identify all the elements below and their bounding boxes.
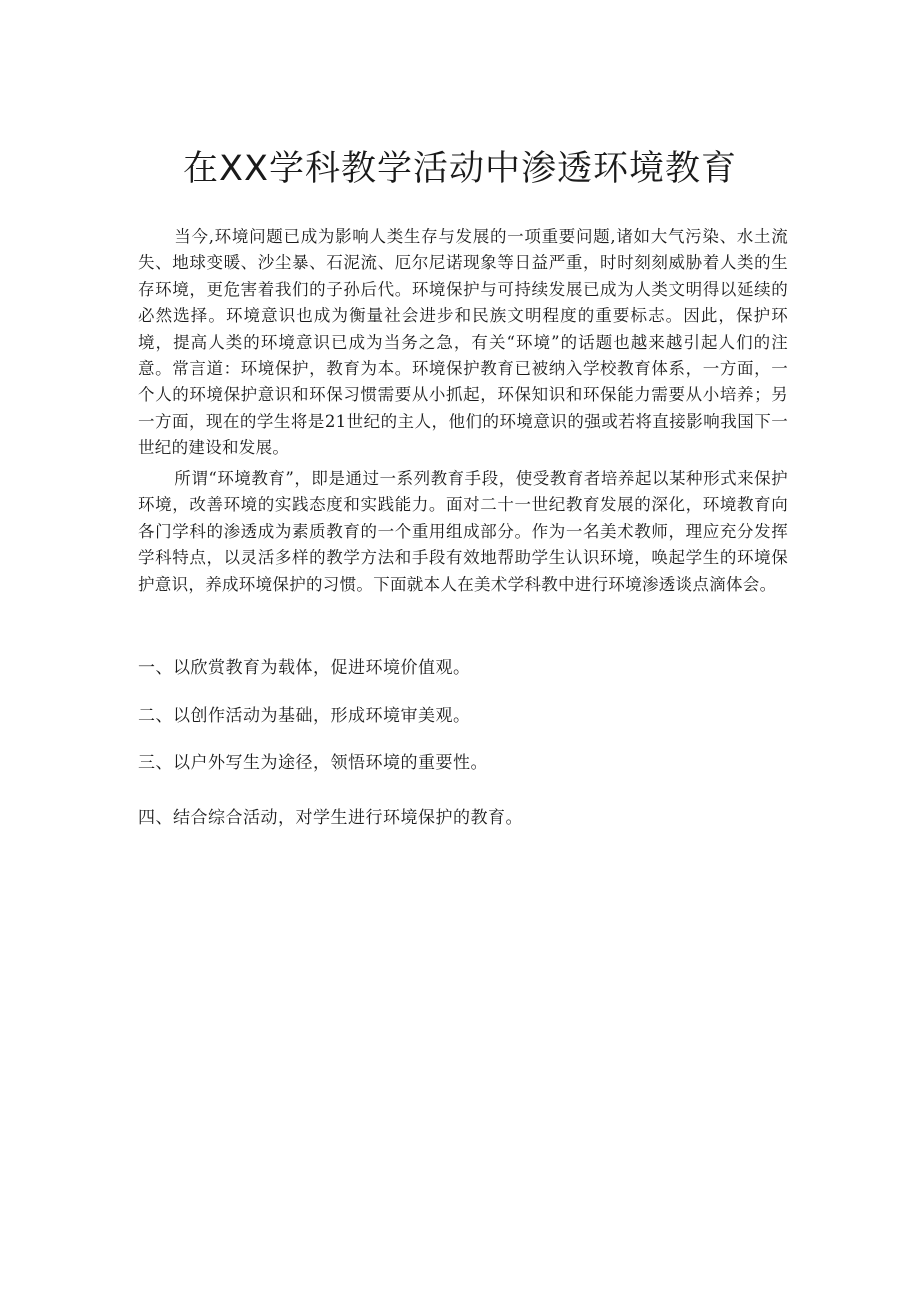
section-heading-4: 四、结合综合活动，对学生进行环境保护的教育。 xyxy=(138,808,523,828)
document-title: 在XX学科教学活动中渗透环境教育 xyxy=(183,149,737,189)
paragraph-intro: 当今,环境问题已成为影响人类生存与发展的一项重要问题,诸如大气污染、水土流失、地球变暖、沙尘暴、石泥流、厄尔尼诺现象等日益严重，时时刻刻威胁着人类的生存环境，更危害着我们的子孙后代。环境保护与可持续发展已成为人类文明得以延续的必然选择。环境意识也成为衡量社会进步和民族文明程度的重要标志。因此，保护环境，提高人类的环境意识已成为当务之急，有关“环境”的话题也越来越引起人们的注意。常言道：环境保护，教育为本。环境保护教育已被纳入学校教育体系，一方面，一个人的环境保护意识和环保习惯需要从小抓起，环保知识和环保能力需要从小培养；另一方面，现在的学生将是21世纪的主人，他们的环境意识的强或若将直接影响我国下一世纪的建设和发展。 xyxy=(138,227,788,458)
section-heading-2: 二、以创作活动为基础，形成环境审美观。 xyxy=(138,706,471,726)
section-heading-3: 三、以户外写生为途径，领悟环境的重要性。 xyxy=(138,753,488,773)
paragraph-definition: 所谓“环境教育”，即是通过一系列教育手段，使受教育者培养起以某种形式来保护环境，改善环境的实践态度和实践能力。面对二十一世纪教育发展的深化，环境教育向各门学科的渗透成为素质教育的一个重用组成部分。作为一名美术教师，理应充分发挥学科特点，以灵活多样的教学方法和手段有效地帮助学生认识环境，唤起学生的环境保护意识，养成环境保护的习惯。下面就本人在美术学科教中进行环境渗透谈点滴体会。 xyxy=(138,469,788,594)
section-heading-1: 一、以欣赏教育为载体，促进环境价值观。 xyxy=(138,658,471,678)
